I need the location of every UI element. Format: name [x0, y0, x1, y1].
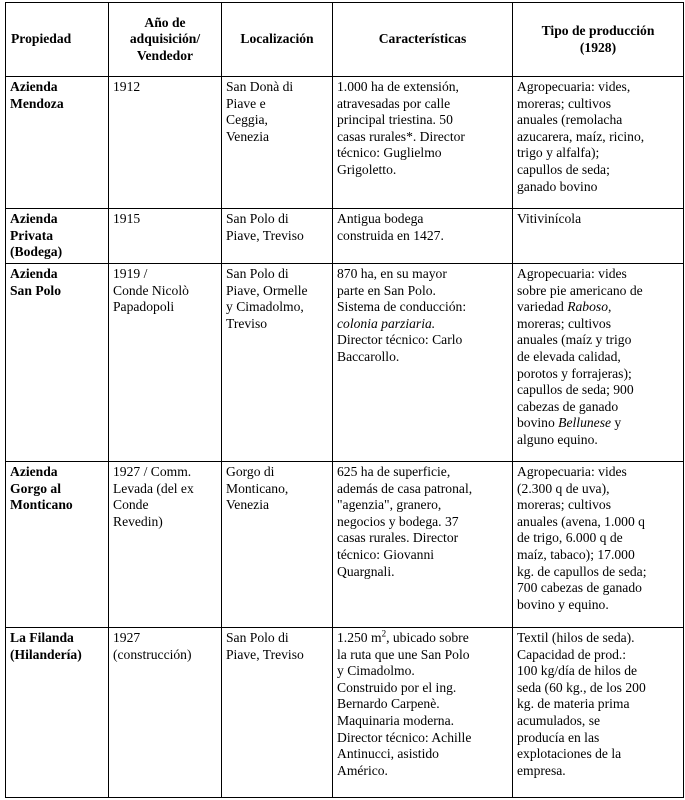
- cell-localizacion: San Donà di Piave e Ceggia, Venezia: [222, 77, 333, 209]
- cell-propiedad: Azienda Mendoza: [6, 77, 109, 209]
- cell-tipo: Agropecuaria: vides (2.300 q de uva), moreras; cultivos anuales (avena, 1.000 q de trigo, 6.000 q de maíz, tabaco); 17.000 kg. de capullos de seda; 700 cabezas de ganado bovino y equino.: [513, 462, 684, 628]
- cell-anio: 1919 / Conde Nicolò Papadopoli: [109, 264, 222, 462]
- header-anio: Año de adquisición/ Vendedor: [109, 3, 222, 77]
- cell-tipo: Agropecuaria: vides sobre pie americano de variedad Raboso, moreras; cultivos anuales (maíz y trigo de elevada calidad, porotos y forrajeras); capullos de seda; 900 cabezas de ganado bovino Bellunese y alguno equino.: [513, 264, 684, 462]
- cell-propiedad: La Filanda (Hilandería): [6, 628, 109, 798]
- cell-propiedad: Azienda San Polo: [6, 264, 109, 462]
- cell-propiedad: Azienda Privata (Bodega): [6, 209, 109, 264]
- header-localizacion: Localización: [222, 3, 333, 77]
- cell-tipo: Vitivinícola: [513, 209, 684, 264]
- header-caracteristicas: Características: [333, 3, 513, 77]
- table-row: [6, 77, 684, 209]
- cell-caracteristicas: 625 ha de superficie, además de casa patronal, "agenzia", granero, negocios y bodega. 37 casas rurales. Director técnico: Giovanni Quargnali.: [333, 462, 513, 628]
- cell-localizacion: Gorgo di Monticano, Venezia: [222, 462, 333, 628]
- cell-anio: 1927 (construcción): [109, 628, 222, 798]
- header-propiedad: Propiedad: [6, 3, 109, 77]
- cell-tipo: Textil (hilos de seda). Capacidad de prod.: 100 kg/día de hilos de seda (60 kg., de los 200 kg. de materia prima acumulados, se producía en las explotaciones de la empresa.: [513, 628, 684, 798]
- document-page: [5, 2, 684, 798]
- cell-anio: 1927 / Comm. Levada (del ex Conde Revedin): [109, 462, 222, 628]
- cell-caracteristicas: 1.250 $m^2$, ubicado sobre la ruta que une San Polo y Cimadolmo. Construido por el ing. Bernardo Carpenè. Maquinaria moderna. Director técnico: Achille Antinucci, asistido Américo.: [333, 628, 513, 798]
- cell-caracteristicas: 870 ha, en su mayor parte en San Polo. Sistema de conducción: colonia parziaria. Director técnico: Carlo Baccarollo.: [333, 264, 513, 462]
- cell-localizacion: San Polo di Piave, Treviso: [222, 628, 333, 798]
- cell-caracteristicas: Antigua bodega construida en 1427.: [333, 209, 513, 264]
- italic-term: Bellunese: [558, 415, 612, 431]
- cell-propiedad: Azienda Gorgo al Monticano: [6, 462, 109, 628]
- cell-localizacion: San Polo di Piave, Ormelle y Cimadolmo, Treviso: [222, 264, 333, 462]
- table-row: [6, 264, 684, 462]
- cell-localizacion: San Polo di Piave, Treviso: [222, 209, 333, 264]
- table-row: [6, 209, 684, 264]
- header-row: [6, 3, 684, 77]
- properties-table: [5, 2, 684, 798]
- header-tipo: Tipo de producción (1928): [513, 3, 684, 77]
- italic-term: Raboso: [567, 299, 608, 315]
- cell-caracteristicas: 1.000 ha de extensión, atravesadas por calle principal triestina. 50 casas rurales*. Director técnico: Guglielmo Grigoletto.: [333, 77, 513, 209]
- table-row: [6, 462, 684, 628]
- cell-anio: 1912: [109, 77, 222, 209]
- cell-tipo: Agropecuaria: vides, moreras; cultivos anuales (remolacha azucarera, maíz, ricino, trigo y alfalfa); capullos de seda; ganado bovino: [513, 77, 684, 209]
- table-row: [6, 628, 684, 798]
- cell-anio: 1915: [109, 209, 222, 264]
